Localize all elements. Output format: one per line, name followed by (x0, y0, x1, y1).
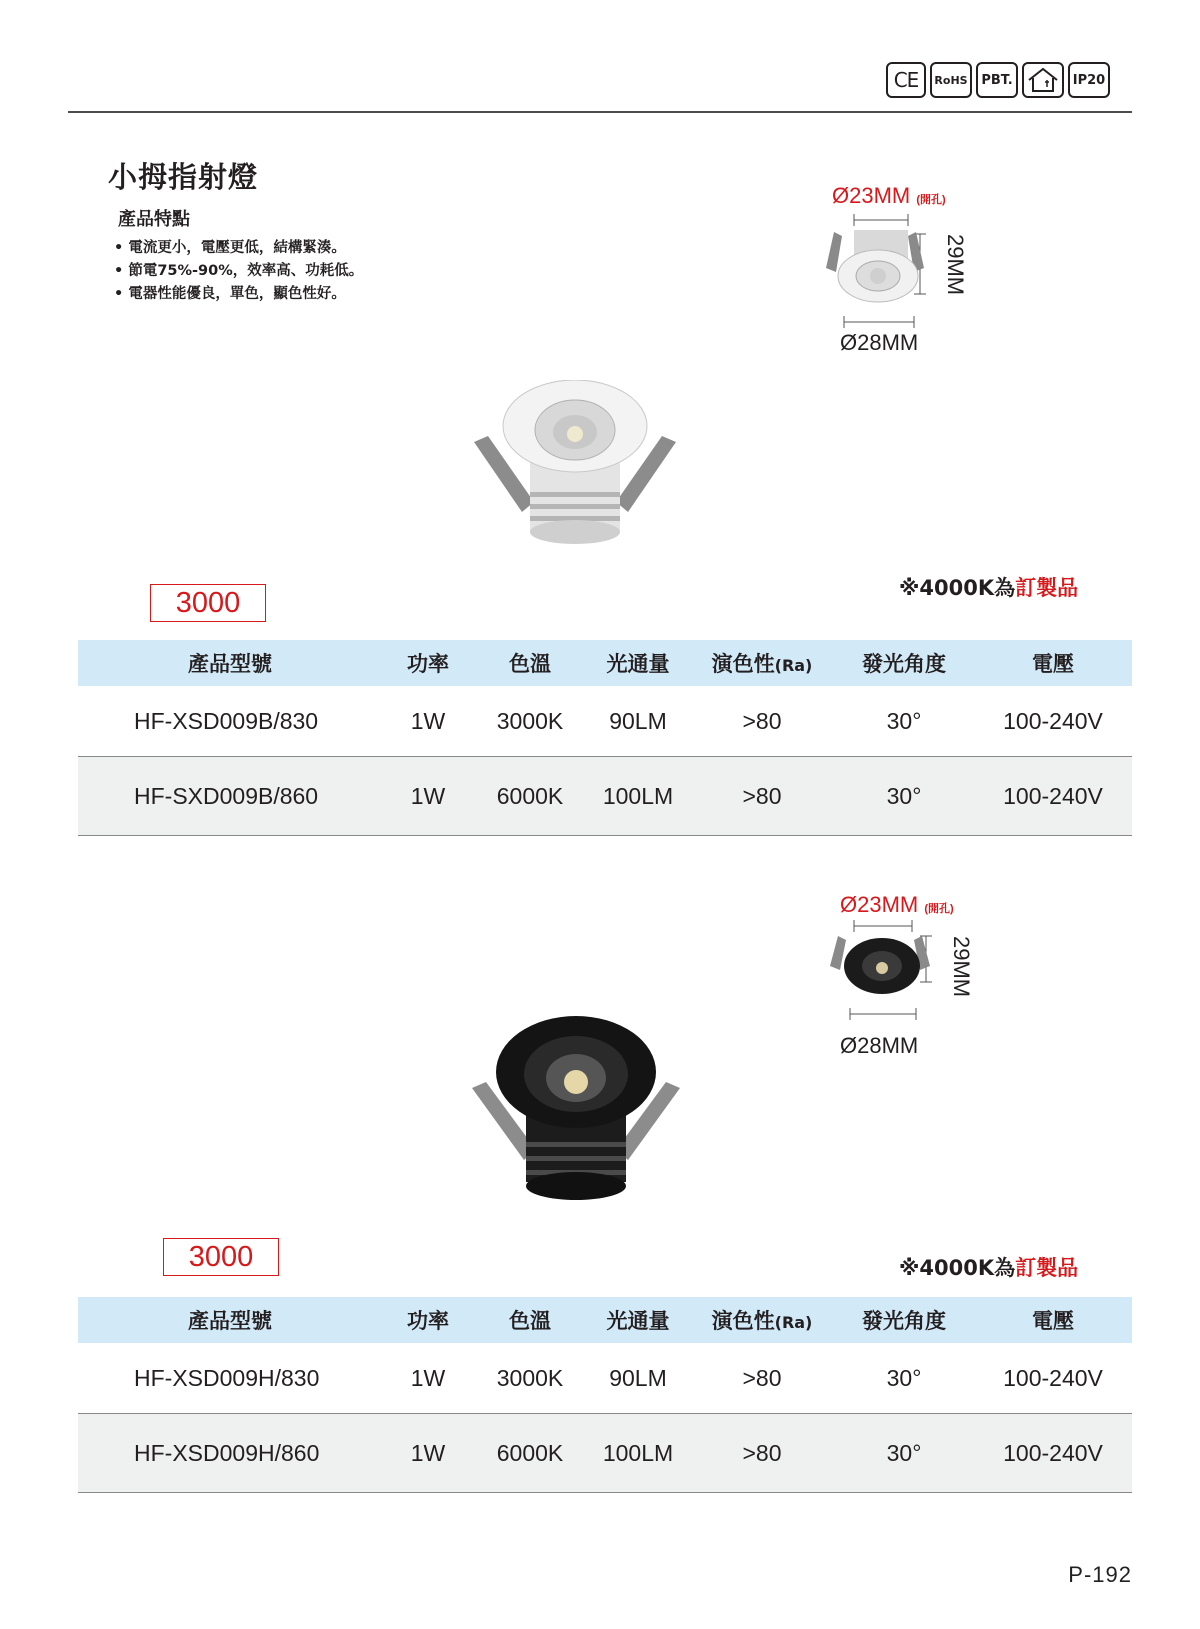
header-cct: 色溫 (474, 1297, 586, 1343)
product-title: 小拇指射燈 (108, 160, 259, 194)
header-lumen: 光通量 (586, 1297, 690, 1343)
pbt-badge: PBT. (976, 62, 1018, 98)
feature-item: • 電流更小，電壓更低，結構緊湊。 (114, 237, 363, 260)
cell-power: 1W (382, 1414, 474, 1493)
header-cri: 演色性(Ra) (690, 640, 834, 686)
table-row (78, 1343, 1132, 1414)
header-lumen: 光通量 (586, 640, 690, 686)
cell-power: 1W (382, 757, 474, 836)
custom-order-note: ※4000K為訂製品 (899, 1256, 1079, 1280)
diameter-dimension: Ø28MM (840, 330, 919, 355)
product-image-white (470, 380, 680, 550)
header-cri: 演色性(Ra) (690, 1297, 834, 1343)
header-cct: 色溫 (474, 640, 586, 686)
features-list (114, 237, 363, 306)
cell-lumen: 100LM (586, 1414, 690, 1493)
header-voltage: 電壓 (974, 1297, 1132, 1343)
cell-model: HF-XSD009B/830 (134, 707, 319, 734)
cell-lumen: 100LM (586, 757, 690, 836)
cell-cri: >80 (690, 757, 834, 836)
table-header-row (78, 1297, 1132, 1343)
cell-beam-angle: 30° (834, 757, 974, 836)
feature-item: • 電器性能優良，單色，顯色性好。 (114, 283, 363, 306)
cell-power: 1W (410, 1364, 446, 1391)
house-icon (1022, 62, 1064, 98)
spec-table-black (78, 1297, 1132, 1493)
header-power: 功率 (382, 640, 474, 686)
diameter-dimension: Ø28MM (840, 1033, 919, 1058)
cell-voltage: 100-240V (1003, 707, 1103, 734)
header-beam-angle: 發光角度 (834, 640, 974, 686)
cell-cct: 6000K (474, 1414, 586, 1493)
custom-order-note: ※4000K為訂製品 (899, 576, 1079, 600)
header-rule (68, 111, 1132, 113)
certification-badges (886, 62, 1110, 98)
header-beam-angle: 發光角度 (834, 1297, 974, 1343)
features-heading: 產品特點 (118, 209, 190, 230)
cell-model: HF-XSD009H/830 (134, 1364, 320, 1391)
header-model: 產品型號 (78, 640, 382, 686)
spec-table-white (78, 640, 1132, 836)
rohs-badge: RoHS (930, 62, 972, 98)
cell-voltage: 100-240V (974, 757, 1132, 836)
page-number: P-192 (1068, 1562, 1132, 1587)
cell-power: 1W (410, 707, 446, 734)
table-header-row (78, 640, 1132, 686)
cutout-dimension: Ø23MM (開孔) (840, 892, 954, 917)
ip20-badge: IP20 (1068, 62, 1110, 98)
dimension-diagram-black (826, 916, 966, 1038)
header-voltage: 電壓 (974, 640, 1132, 686)
cell-beam-angle: 30° (886, 707, 922, 734)
table-row (78, 757, 1132, 836)
cell-cct: 3000K (496, 707, 564, 734)
cct-tag: 3000 (163, 1238, 279, 1276)
dimension-diagram-white (820, 210, 960, 340)
cell-lumen: 90LM (609, 1364, 667, 1391)
cell-cri: >80 (690, 1414, 834, 1493)
ce-badge: CE (886, 62, 926, 98)
cct-tag: 3000 (150, 584, 266, 622)
table-row (78, 1414, 1132, 1493)
feature-item: • 節電75%-90%，效率高、功耗低。 (114, 260, 363, 283)
cell-voltage: 100-240V (974, 1414, 1132, 1493)
cell-beam-angle: 30° (834, 1414, 974, 1493)
cell-voltage: 100-240V (1003, 1364, 1103, 1391)
header-power: 功率 (382, 1297, 474, 1343)
table-row (78, 686, 1132, 757)
cell-lumen: 90LM (609, 707, 667, 734)
cell-model: HF-XSD009H/860 (78, 1414, 382, 1493)
cutout-dimension: Ø23MM (開孔) (832, 183, 946, 208)
height-dimension: 29MM (943, 234, 968, 296)
header-model: 產品型號 (78, 1297, 382, 1343)
cell-cct: 3000K (496, 1364, 564, 1391)
cell-beam-angle: 30° (886, 1364, 922, 1391)
cell-cri: >80 (742, 1364, 782, 1391)
height-dimension: 29MM (949, 936, 974, 998)
cell-cct: 6000K (474, 757, 586, 836)
cell-cri: >80 (742, 707, 782, 734)
cell-model: HF-SXD009B/860 (78, 757, 382, 836)
product-image-black (466, 1010, 686, 1202)
